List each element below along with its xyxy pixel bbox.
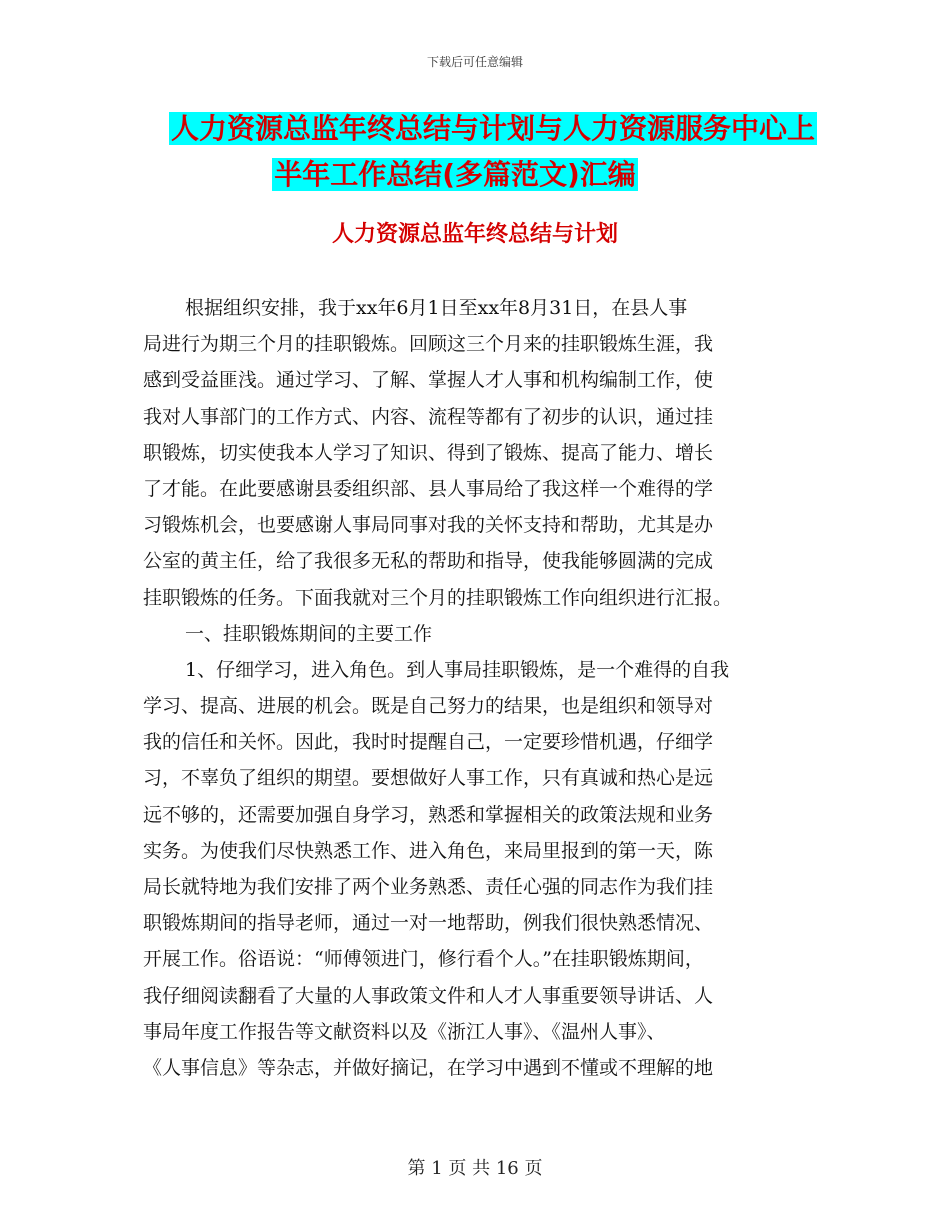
paragraph-line: 我对人事部门的工作方式、内容、流程等都有了初步的认识，通过挂: [143, 405, 714, 428]
document-title-line-2: [0, 155, 930, 195]
paragraph-line: 挂职锻炼的任务。下面我就对三个月的挂职锻炼工作向组织进行汇报。: [143, 586, 733, 609]
page-number-footer: 第 1 页 共 16 页: [407, 1158, 543, 1179]
paragraph-line: 学习、提高、进展的机会。既是自己努力的结果，也是组织和领导对: [143, 695, 714, 718]
paragraph-line: 习，不辜负了组织的期望。要想做好人事工作，只有真诚和热心是远: [143, 767, 714, 790]
page-header-note: 下载后可任意编辑: [426, 55, 523, 69]
document-title-line-1: [18, 109, 950, 149]
paragraph-line: 根据组织安排，我于xx年6月1日至xx年8月31日，在县人事: [185, 297, 688, 319]
paragraph-line: 远不够的，还需要加强自身学习，熟悉和掌握相关的政策法规和业务: [143, 803, 714, 826]
paragraph-line: 我的信任和关怀。因此，我时时提醒自己，一定要珍惜机遇，仔细学: [143, 731, 714, 754]
subheading-line: 一、挂职锻炼期间的主要工作: [185, 622, 433, 645]
section-title: 人力资源总监年终总结与计划: [331, 222, 618, 247]
paragraph-line: 了才能。在此要感谢县委组织部、县人事局给了我这样一个难得的学: [143, 477, 714, 500]
paragraph-line: 公室的黄主任，给了我很多无私的帮助和指导，使我能够圆满的完成: [143, 550, 714, 573]
paragraph-line: 职锻炼期间的指导老师，通过一对一地帮助，例我们很快熟悉情况、: [143, 912, 714, 935]
paragraph-line: 局进行为期三个月的挂职锻炼。回顾这三个月来的挂职锻炼生涯，我: [143, 333, 714, 356]
paragraph-line: 习锻炼机会，也要感谢人事局同事对我的关怀支持和帮助，尤其是办: [143, 514, 714, 537]
paragraph-line: 我仔细阅读翻看了大量的人事政策文件和人才人事重要领导讲话、人: [143, 984, 714, 1007]
paragraph-line: 开展工作。俗语说：“师傅领进门，修行看个人。”在挂职锻炼期间，: [143, 948, 704, 971]
paragraph-line: 局长就特地为我们安排了两个业务熟悉、责任心强的同志作为我们挂: [143, 876, 714, 898]
paragraph-line: 1、仔细学习，进入角色。到人事局挂职锻炼，是一个难得的自我: [185, 658, 730, 681]
paragraph-line: 实务。为使我们尽快熟悉工作、进入角色，来局里报到的第一天，陈: [143, 839, 714, 862]
paragraph-line: 职锻炼，切实使我本人学习了知识、得到了锻炼、提高了能力、增长: [143, 441, 714, 464]
body-text: [143, 290, 808, 1086]
title-line-2-text: 半年工作总结(多篇范文)汇编: [274, 158, 636, 191]
paragraph-line: 事局年度工作报告等文献资料以及《浙江人事》、《温州人事》、: [143, 1020, 666, 1043]
paragraph-line: 《人事信息》等杂志，并做好摘记，在学习中遇到不懂或不理解的地: [143, 1056, 714, 1079]
title-line-1-text: 人力资源总监年终总结与计划与人力资源服务中心上: [170, 112, 815, 145]
paragraph-line: 感到受益匪浅。通过学习、了解、掌握人才人事和机构编制工作，使: [143, 369, 714, 392]
